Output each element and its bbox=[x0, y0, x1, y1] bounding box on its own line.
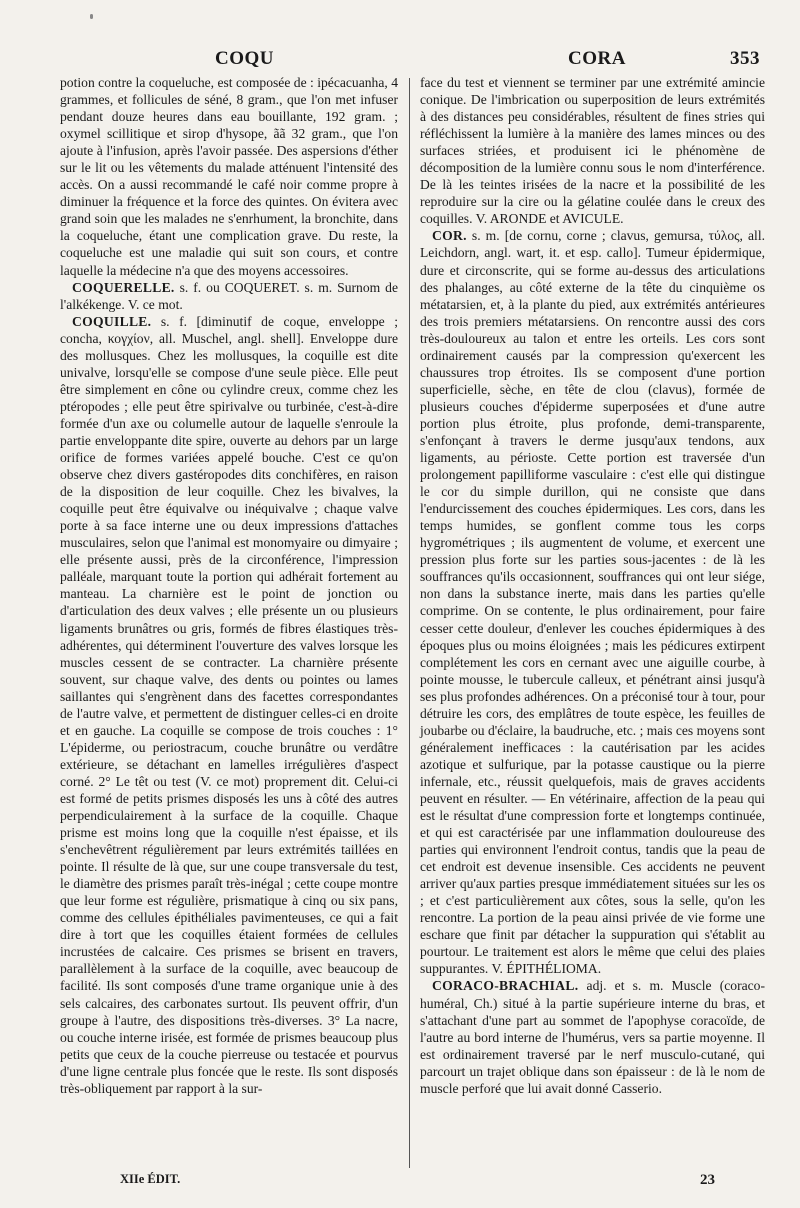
edition-footer: XIIe ÉDIT. bbox=[120, 1172, 181, 1186]
column-divider bbox=[409, 78, 410, 1168]
paragraph-continued bbox=[420, 74, 765, 227]
paragraph-text: potion contre la coqueluche, est composée de : ipécacuanha, 4 grammes, et follicules de séné, 8 gram., que l'on met infuser pendant douze heures dans eau bouillante, 192 gram. ; oxymel scillitique et sirop d'hysope, ãã 32 gram., que l'on ajoute à l'infusion, après l'avoir passée. Des aspersions d'éther sur le lit ou les vêtements du malade atténuent l'intensité des accès. On a aussi recommandé le café noir comme propre à diminuer la fréquence et la force des quintes. On évitera avec grand soin que les malades ne s'enrhument, la bronchite, dans la coqueluche, étant une complication grave. Du reste, la coqueluche est une maladie qui suit son cours, et contre laquelle la médecine n'a que des moyens accessoires. bbox=[60, 75, 398, 278]
entry-headword: COQUERELLE. bbox=[72, 279, 175, 295]
entry-text: s. f. [diminutif de coque, enveloppe ; concha, κογχίον, all. Muschel, angl. shell]. Enveloppe dure des mollusques. Chez les mollusques, la coquille est dite univalve, lorsqu'elle se compose d'une seule pièce. Elle peut être simplement en cône ou cylindre creux, comme chez les ptéropodes ; elle peut être spirivalve ou turbinée, c'est-à-dire formée d'un axe ou columelle autour de laquelle s'enroule la partie enveloppante dite spire, ouverte au dehors par un large orifice de formes variées appelé bouche. C'est ce qu'on observe chez divers gastéropodes dits conchifères, en raison de la disposition de leur coquille. Chez les bivalves, la coquille peut être équivalve ou inéquivalve ; chaque valve porte à sa face interne une ou deux impressions d'attaches musculaires, selon que l'animal est monomyaire ou dimyaire ; elle présente aussi, près de la circonférence, l'impression palléale, marquant toute la portion qui adhérait fortement au manteau. La charnière est le point de jonction ou d'articulation des deux valves ; elle présente un ou plusieurs ligaments brunâtres ou gris, formés de fibres élastiques très-adhérentes, qui déterminent l'ouverture des valves lorsque les muscles cessent de se contracter. La charnière présente souvent, sur chaque valve, des dents ou pointes ou lames saillantes qui s'engrènent dans des facettes correspondantes de l'autre valve, et permettent de distinguer celles-ci en droite et en gauche. La coquille se compose de trois couches : 1° L'épiderme, ou periostracum, couche brunâtre ou verdâtre extérieure, se détachant en lamelles irrégulières d'aspect corné. 2° Le têt ou test (V. ce mot) proprement dit. Celui-ci est formé de petits prismes disposés les uns à côté des autres perpendiculairement à la surface de la coquille. Chaque prisme est moins long que la coquille n'est épaisse, et ils s'enchevêtrent régulièrement par leurs extrémités taillées en pointe. Il résulte de là que, sur une coupe transversale du test, le diamètre des prismes paraît très-inégal ; cette coupe montre que leur forme est régulière, prismatique à cinq ou six pans, comme des cellules épithéliales pavimenteuses, ce qui a fait dire à tort que les coquilles étaient formées de cellules incrustées de calcaire. Ces prismes se brisent en travers, parallèlement à la surface de la coquille, avec beaucoup de facilité. Ils sont composés d'une trame organique unie à des sels calcaires, des carbonates surtout. Ils peuvent offrir, d'un groupe à l'autre, des dispositions très-diverses. 3° La nacre, ou couche interne irisée, est formée de prismes beaucoup plus petits que ceux de la couche pierreuse ou testacée et pourvus d'une ligne centrale plus foncée que le reste. Ils sont disposés très-obliquement par rapport à la sur- bbox=[60, 313, 398, 1096]
left-column bbox=[60, 74, 398, 1097]
dictionary-entry bbox=[60, 279, 398, 313]
entry-text: s. f. ou COQUERET. s. m. Surnom de l'alkékenge. V. ce mot. bbox=[60, 279, 398, 312]
entry-headword: COQUILLE. bbox=[72, 313, 152, 329]
entry-headword: CORACO-BRACHIAL. bbox=[432, 978, 579, 994]
paragraph-text: face du test et viennent se terminer par une extrémité amincie conique. De l'imbrication ou superposition de leurs extrémités à des distances peu considérables, résultent de fines stries qui réfléchissent la lumière à la manière des lames minces ou des surfaces striées, et produisent ici le phénomène de décomposition de la lumière connu sous le nom d'interférence. De là les teintes irisées de la nacre et la possibilité de les reproduire sur la cire ou la gélatine coulée dans le creux des coquilles. V. ARONDE et AVICULE. bbox=[420, 75, 765, 227]
signature-mark: 23 bbox=[700, 1172, 715, 1188]
dictionary-entry bbox=[60, 313, 398, 1097]
page-number: 353 bbox=[730, 48, 760, 69]
entry-headword: COR. bbox=[432, 228, 467, 244]
right-column bbox=[420, 74, 765, 1097]
entry-text: adj. et s. m. Muscle (coraco-huméral, Ch.) situé à la partie supérieure interne du bras, et s'attachant d'une part au sommet de l'apophyse coracoïde, de l'autre au bord interne de l'humérus, vers sa partie moyenne. Il est ordinairement traversé par le nerf musculo-cutané, qui parcourt un trajet oblique dans son épaisseur : de là le nom de muscle perforé que lui avait donné Casserio. bbox=[420, 978, 765, 1096]
running-head-right: CORA bbox=[568, 48, 626, 69]
print-speck bbox=[90, 14, 93, 19]
entry-text: s. m. [de cornu, corne ; clavus, gemursa, τύλος, all. Leichdorn, angl. wart, it. et esp. callo]. Tumeur épidermique, dure et circonscrite, qui se forme au-dessus des articulations des phalanges, au côté externe de la tête du cinquième os métatarsien, et, à la plante du pied, aux extrémités antérieures des trois premiers métatarsiens. On rencontre aussi des cors très-douloureux au talon et entre les orteils. Les cors sont ordinairement causés par la compression qu'exercent les chaussures trop étroites. Ils se composent d'une portion superficielle, sèche, en tête de clou (clavus), formée de plusieurs couches d'épiderme superposées et d'une autre portion plus étroite, plus profonde, demi-transparente, s'enfonçant à travers le derme jusqu'aux tendons, aux ligaments, au périoste. Cette portion est traversée d'un prolongement papilliforme vasculaire : c'est elle qui distingue le cor du simple durillon, qui ne consiste que dans l'endurcissement des couches épidermiques. Les cors, dans les temps humides, se gonflent comme tous les corps hygrométriques ; ils augmentent de volume, et exercent une pression plus forte sur les parties sous-jacentes : de là les souffrances qu'ils occasionnent, souffrances qui ont leur siége, non dans la substance inerte, mais dans les parties qu'elle comprime. On se contente, le plus ordinairement, pour faire cesser cette douleur, d'enlever les couches épidermiques à des époques plus ou moins éloignées ; mais les pédicures extirpent complétement les cors en cernant avec une aiguille courbe, à pointe mousse, le tubercule calleux, et pénétrant ainsi jusqu'à ses plus profondes adhérences. On a préconisé tour à tour, pour détruire les cors, des emplâtres de toute espèce, les feuilles de joubarbe ou d'éclaire, la baudruche, etc. ; mais ces moyens sont généralement inefficaces : la cautérisation par les acides azotique et sulfurique, par la potasse caustique ou la pierre infernale, etc., réussit quelquefois, mais de graves accidents peuvent en résulter. — En vétérinaire, affection de la peau qui est le résultat d'une compression forte et longtemps continuée, et qui est caractérisée par une inflammation douloureuse des parties qui environnent l'endroit contus, tandis que la peau de cet endroit est devenue insensible. Ces accidents ne peuvent arriver qu'aux parties presque immédiatement situées sur les os ; et c'est particulièrement aux côtes, sous la selle, qu'on les rencontre. La portion de la peau ainsi privée de vie forme une eschare que finit par détacher la suppuration qui s'établit au pourtour. Le traitement est alors le même que celui des plaies suppurantes. V. ÉPITHÉLIOMA. bbox=[420, 228, 765, 977]
dictionary-entry bbox=[420, 227, 765, 977]
dictionary-entry bbox=[420, 977, 765, 1096]
running-head-left: COQU bbox=[215, 48, 274, 69]
paragraph-continued bbox=[60, 74, 398, 279]
